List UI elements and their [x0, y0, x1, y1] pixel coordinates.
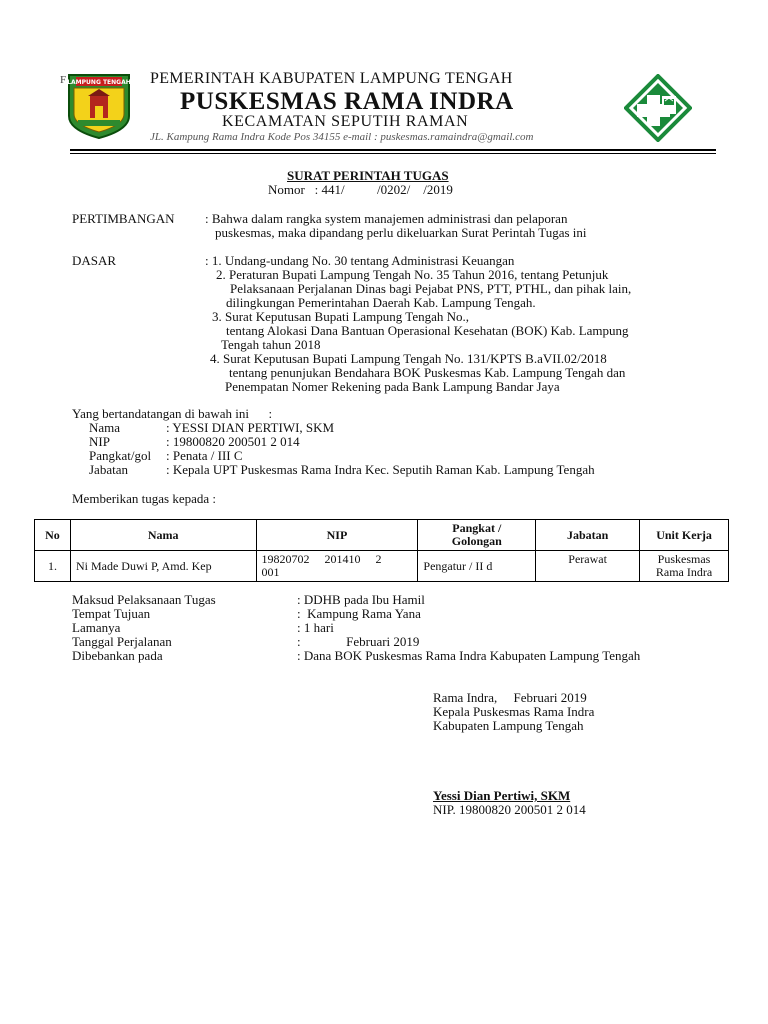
cell-pangkat: Pengatur / II d	[418, 551, 536, 582]
signer-nama-value: : YESSI DIAN PERTIWI, SKM	[166, 420, 335, 435]
stray-mark: F	[60, 74, 67, 86]
tanggal-label: Tanggal Perjalanan	[72, 634, 172, 649]
tempat-value: : Kampung Rama Yana	[297, 606, 421, 621]
maksud-label: Maksud Pelaksanaan Tugas	[72, 592, 216, 607]
emblem-text: LAMPUNG TENGAH	[67, 79, 131, 86]
cell-no: 1.	[35, 551, 71, 582]
cell-jabatan: Perawat	[536, 551, 640, 582]
header-nama: Nama	[70, 520, 256, 551]
signature-place-date: Rama Indra, Februari 2019	[433, 690, 587, 705]
maksud-value: : DDHB pada Ibu Hamil	[297, 592, 425, 607]
header-address	[150, 131, 534, 143]
signer-pangkat-label: Pangkat/gol	[89, 448, 152, 463]
dibebankan-value: : Dana BOK Puskesmas Rama Indra Kabupaten Lampung Tengah	[297, 648, 641, 663]
dasar-line-9: tentang penunjukan Bendahara BOK Puskesmas Kab. Lampung Tengah dan	[229, 365, 626, 380]
cell-nip-line-1: 19820702 201410 2	[261, 552, 382, 566]
signer-nama-label: Nama	[89, 420, 121, 435]
tempat-label: Tempat Tujuan	[72, 606, 151, 621]
puskesmas-logo	[624, 74, 692, 142]
signer-jabatan-value: : Kepala UPT Puskesmas Rama Indra Kec. Seputih Raman Kab. Lampung Tengah	[166, 462, 595, 477]
lampung-tengah-emblem-icon	[66, 72, 132, 140]
dasar-line-1: : 1. Undang-undang No. 30 tentang Administrasi Keuangan	[205, 253, 515, 268]
header-line-government: PEMERINTAH KABUPATEN LAMPUNG TENGAH	[150, 70, 513, 87]
signature-nip: NIP. 19800820 200501 2 014	[433, 802, 586, 817]
header-no: No	[35, 520, 71, 551]
lamanya-label: Lamanya	[72, 620, 121, 635]
table-row	[35, 551, 729, 582]
document-title: SURAT PERINTAH TUGAS	[287, 168, 449, 183]
dasar-line-4: dilingkungan Pemerintahan Daerah Kab. Lampung Tengah.	[226, 295, 536, 310]
header-line-puskesmas: PUSKESMAS RAMA INDRA	[180, 88, 514, 115]
signer-jabatan-label: Jabatan	[89, 462, 128, 477]
header-divider-thin	[70, 153, 716, 154]
signer-intro: Yang bertandatangan di bawah ini :	[72, 406, 273, 421]
dasar-line-3: Pelaksanaan Perjalanan Dinas bagi Pejabat PNS, PTT, PTHL, dan pihak lain,	[230, 281, 632, 296]
table-header-row	[35, 520, 729, 551]
header-unit-kerja: Unit Kerja	[640, 520, 729, 551]
header-pangkat	[418, 520, 536, 551]
tanggal-value: : Februari 2019	[297, 634, 420, 649]
header-divider-thick	[70, 149, 716, 151]
header-pangkat-line-1: Pangkat /	[452, 521, 502, 535]
address-email: e-mail : puskesmas.ramaindra@gmail.com	[343, 131, 534, 143]
signer-nip-label: NIP	[89, 434, 110, 449]
dasar-line-5: 3. Surat Keputusan Bupati Lampung Tengah No.,	[212, 309, 470, 324]
document-number: Nomor : 441/ /0202/ /2019	[268, 182, 453, 197]
address-text: JL. Kampung Rama Indra Kode Pos 34155	[150, 131, 344, 143]
header-pangkat-line-2: Golongan	[451, 534, 502, 548]
dasar-line-10: Penempatan Nomer Rekening pada Bank Lampung Bandar Jaya	[225, 379, 560, 394]
header-line-kecamatan: KECAMATAN SEPUTIH RAMAN	[222, 113, 469, 130]
puskesmas-logo-icon	[624, 74, 692, 142]
cell-nip-line-2: 001	[261, 565, 280, 579]
signature-position-1: Kepala Puskesmas Rama Indra	[433, 704, 595, 719]
lampung-tengah-emblem	[66, 72, 132, 140]
cell-nama: Ni Made Duwi P, Amd. Kep	[70, 551, 256, 582]
pertimbangan-line-2: puskesmas, maka dipandang perlu dikeluarkan Surat Perintah Tugas ini	[215, 225, 587, 240]
assign-intro: Memberikan tugas kepada :	[72, 491, 217, 506]
assignment-table	[34, 519, 729, 582]
signature-position-2: Kabupaten Lampung Tengah	[433, 718, 584, 733]
dasar-line-8: 4. Surat Keputusan Bupati Lampung Tengah No. 131/KPTS B.aVII.02/2018	[210, 351, 607, 366]
dibebankan-label: Dibebankan pada	[72, 648, 163, 663]
signer-pangkat-value: : Penata / III C	[166, 448, 243, 463]
dasar-line-7: Tengah tahun 2018	[221, 337, 321, 352]
dasar-line-6: tentang Alokasi Dana Bantuan Operasional Kesehatan (BOK) Kab. Lampung	[226, 323, 629, 338]
header-jabatan: Jabatan	[536, 520, 640, 551]
dasar-line-2: 2. Peraturan Bupati Lampung Tengah No. 35 Tahun 2016, tentang Petunjuk	[216, 267, 609, 282]
cell-unit-kerja	[640, 551, 729, 582]
header-nip: NIP	[256, 520, 418, 551]
cell-unit-line-1: Puskesmas	[657, 552, 711, 566]
lamanya-value: : 1 hari	[297, 620, 334, 635]
cell-nip	[256, 551, 418, 582]
signer-nip-value: : 19800820 200501 2 014	[166, 434, 300, 449]
signature-name: Yessi Dian Pertiwi, SKM	[433, 788, 571, 803]
dasar-label: DASAR	[72, 253, 117, 268]
cell-unit-line-2: Rama Indra	[655, 565, 713, 579]
pertimbangan-label: PERTIMBANGAN	[72, 211, 175, 226]
pertimbangan-line-1: : Bahwa dalam rangka system manajemen administrasi dan pelaporan	[205, 211, 568, 226]
